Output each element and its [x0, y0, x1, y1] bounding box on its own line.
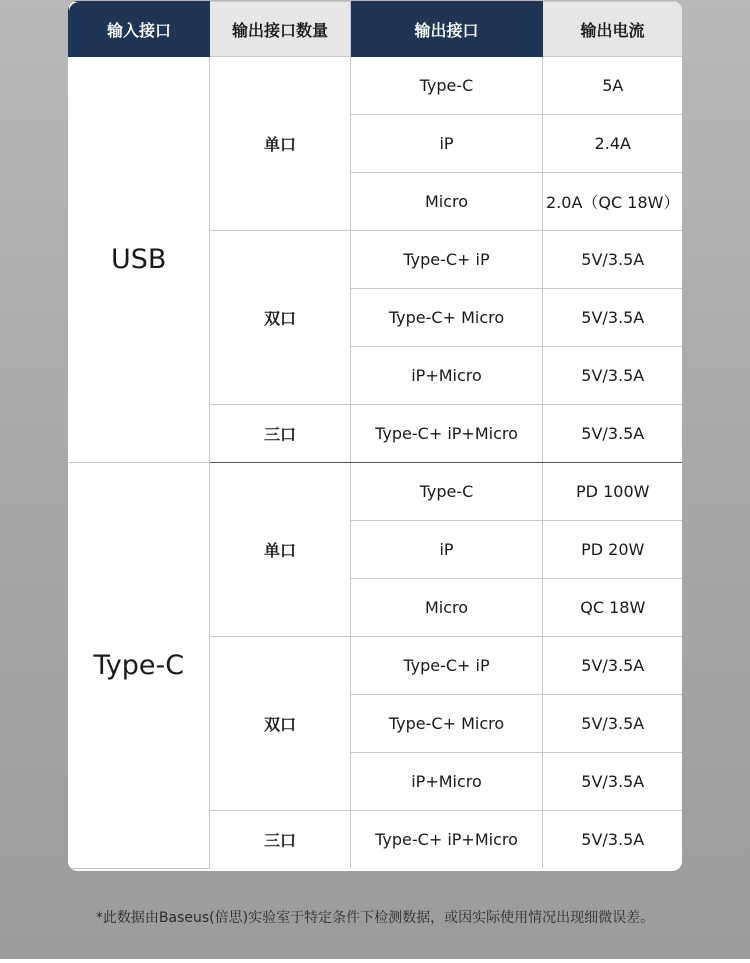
header-output-port-count: 输出接口数量 [210, 2, 351, 57]
port-cell: Type-C+ Micro [351, 695, 543, 753]
count-cell: 三口 [210, 811, 351, 869]
current-cell: 5V/3.5A [543, 637, 683, 695]
port-cell: Type-C [351, 463, 543, 521]
table-header-row [69, 2, 683, 57]
input-group-usb: USB [69, 57, 210, 463]
port-cell: Type-C+ Micro [351, 289, 543, 347]
count-cell: 单口 [210, 57, 351, 231]
header-output-port: 输出接口 [351, 2, 543, 57]
header-input-port: 输入接口 [69, 2, 210, 57]
current-cell: 5V/3.5A [543, 405, 683, 463]
current-cell: QC 18W [543, 579, 683, 637]
count-cell: 双口 [210, 231, 351, 405]
port-cell: iP [351, 115, 543, 173]
port-cell: Type-C [351, 57, 543, 115]
port-cell: Type-C+ iP [351, 637, 543, 695]
port-cell: iP [351, 521, 543, 579]
current-cell: 2.4A [543, 115, 683, 173]
current-cell: PD 100W [543, 463, 683, 521]
bottom-divider [0, 959, 750, 963]
port-cell: Micro [351, 579, 543, 637]
spec-table-card [68, 1, 682, 871]
table-row [69, 463, 683, 521]
current-cell: 5V/3.5A [543, 695, 683, 753]
port-cell: Type-C+ iP+Micro [351, 405, 543, 463]
current-cell: 2.0A（QC 18W） [543, 173, 683, 231]
current-cell: 5V/3.5A [543, 811, 683, 869]
port-cell: Micro [351, 173, 543, 231]
current-cell: 5V/3.5A [543, 289, 683, 347]
table-row [69, 57, 683, 115]
count-cell: 双口 [210, 637, 351, 811]
charging-spec-table [68, 1, 682, 869]
current-cell: 5V/3.5A [543, 347, 683, 405]
port-cell: Type-C+ iP [351, 231, 543, 289]
port-cell: iP+Micro [351, 753, 543, 811]
current-cell: 5V/3.5A [543, 753, 683, 811]
port-cell: Type-C+ iP+Micro [351, 811, 543, 869]
header-output-current: 输出电流 [543, 2, 683, 57]
count-cell: 三口 [210, 405, 351, 463]
footnote-disclaimer: *此数据由Baseus(倍思)实验室于特定条件下检测数据，或因实际使用情况出现细微误差。 [95, 910, 655, 926]
input-group-type-c: Type-C [69, 463, 210, 869]
port-cell: iP+Micro [351, 347, 543, 405]
table-body [69, 57, 683, 869]
count-cell: 单口 [210, 463, 351, 637]
current-cell: 5V/3.5A [543, 231, 683, 289]
current-cell: 5A [543, 57, 683, 115]
current-cell: PD 20W [543, 521, 683, 579]
